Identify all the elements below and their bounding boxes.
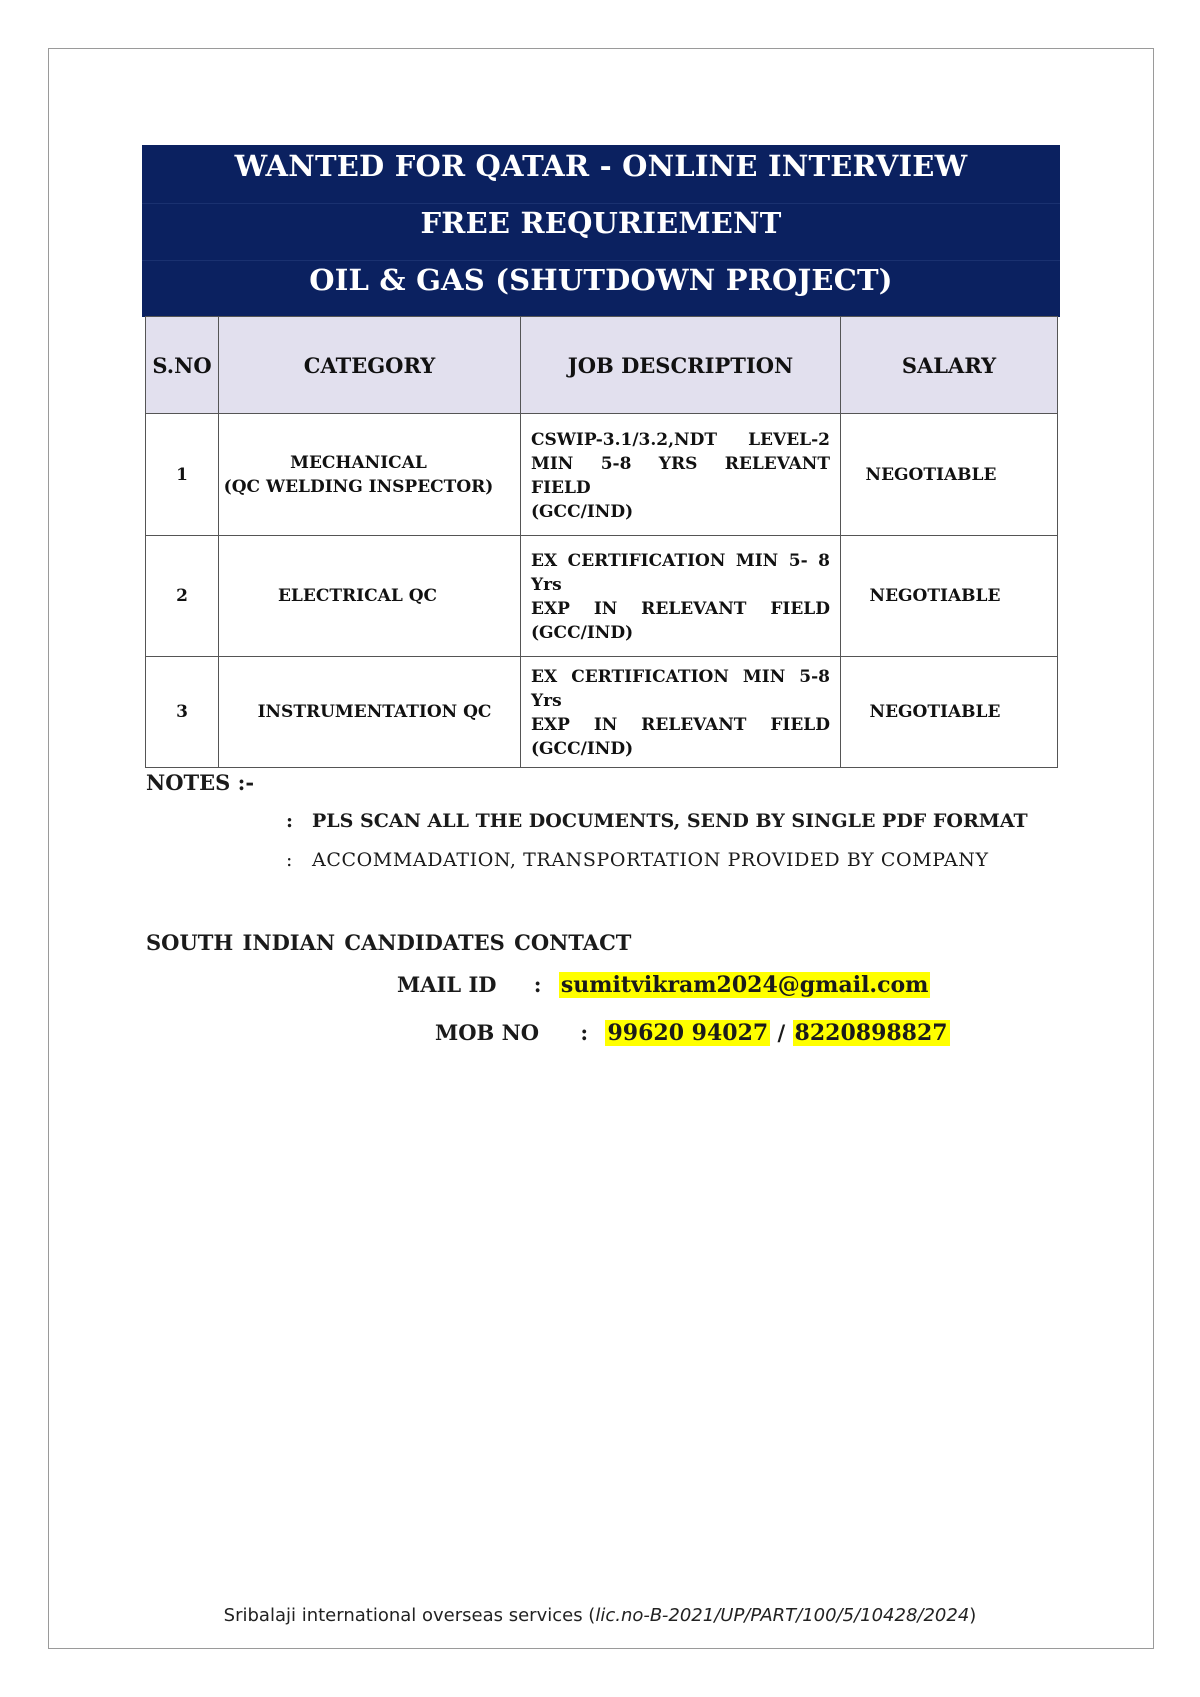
header-salary: SALARY [841,317,1058,414]
contact-title: SOUTH INDIAN CANDIDATES CONTACT [146,930,632,955]
mail-address[interactable]: sumitvikram2024@gmail.com [560,972,929,998]
cell-description [521,536,841,657]
cell-description [521,414,841,536]
description-line: CSWIP-3.1/3.2,NDT LEVEL-2 [531,429,830,450]
cell-category [219,414,521,536]
mail-separator: : [533,972,542,997]
table-row [146,536,1058,657]
cell-salary: NEGOTIABLE [841,414,1058,536]
header-sno: S.NO [146,317,219,414]
description-line: EX CERTIFICATION MIN 5- 8 Yrs [531,551,830,595]
note-text: ACCOMMADATION, TRANSPORTATION PROVIDED BY COMPANY [312,849,989,871]
table-header-row [146,317,1058,414]
table-row [146,414,1058,536]
category-line: (QC WELDING INSPECTOR) [223,476,494,497]
banner-subtitle: FREE REQURIEMENT [420,206,782,240]
banner-title: WANTED FOR QATAR - ONLINE INTERVIEW [234,149,968,183]
description-line: (GCC/IND) [531,623,634,643]
banner-divider [142,260,1060,261]
footer-company: Sribalaji international overseas services ( [223,1605,596,1626]
category-line: MECHANICAL [290,452,427,473]
mobile-number-1[interactable]: 99620 94027 [607,1020,769,1046]
description-line: EX CERTIFICATION MIN 5-8 Yrs [531,667,830,711]
cell-sno: 2 [146,536,219,657]
contact-mail-row [397,972,930,998]
jobs-table [145,316,1058,768]
cell-salary: NEGOTIABLE [841,657,1058,768]
mobile-separator: : [580,1020,589,1045]
mobile-label: MOB NO [435,1020,540,1045]
footer-close: ) [969,1605,977,1626]
banner-project: OIL & GAS (SHUTDOWN PROJECT) [309,263,893,297]
description-line: (GCC/IND) [531,739,634,759]
footer-license-number: lic.no-B-2021/UP/PART/100/5/10428/2024 [595,1605,970,1626]
header-category: CATEGORY [219,317,521,414]
mail-label: MAIL ID [397,972,497,997]
title-banner [142,145,1060,317]
description-line: (GCC/IND) [531,501,634,522]
cell-category: INSTRUMENTATION QC [219,657,521,768]
note-colon: : [286,849,293,871]
cell-salary: NEGOTIABLE [841,536,1058,657]
header-job-description: JOB DESCRIPTION [521,317,841,414]
notes-title: NOTES :- [146,770,255,795]
note-text: PLS SCAN ALL THE DOCUMENTS, SEND BY SINGLE PDF FORMAT [312,810,1028,832]
banner-divider [142,203,1060,204]
cell-description [521,657,841,768]
cell-sno: 3 [146,657,219,768]
cell-sno: 1 [146,414,219,536]
description-line: EXP IN RELEVANT FIELD [531,599,830,619]
mobile-slash: / [777,1020,786,1045]
note-colon: : [286,810,294,832]
mobile-number-2[interactable]: 8220898827 [794,1020,948,1046]
cell-category: ELECTRICAL QC [219,536,521,657]
description-line: EXP IN RELEVANT FIELD [531,715,830,735]
contact-mobile-row [435,1020,950,1046]
footer-license [0,1605,1200,1626]
description-line: MIN 5-8 YRS RELEVANT FIELD [531,453,830,498]
table-row [146,657,1058,768]
